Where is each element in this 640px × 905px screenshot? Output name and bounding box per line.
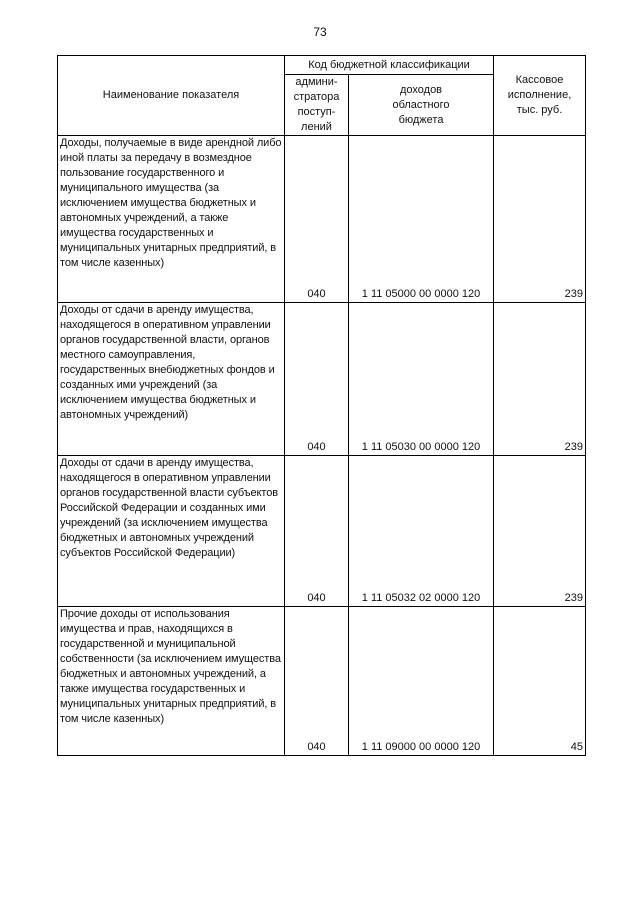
row-admin-code: 040 <box>285 607 349 756</box>
table-row <box>58 136 586 303</box>
row-amount: 239 <box>494 136 586 303</box>
page-number: 73 <box>313 25 327 39</box>
header-row <box>58 56 586 75</box>
row-admin-code: 040 <box>285 456 349 607</box>
row-amount: 45 <box>494 607 586 756</box>
row-name: Доходы от сдачи в аренду имущества, находящегося в оперативном управлении органов государственной власти, органов местного самоуправления, государственных внебюджетных фондов и созданных ими учреждений (за исключением имущества бюджетных и автономных учреждений) <box>58 303 285 456</box>
row-name: Доходы от сдачи в аренду имущества, находящегося в оперативном управлении органов государственной власти субъектов Российской Федерации и созданных ими учреждений (за исключением имущества бюджетных и автономных учреждений субъектов Российской Федерации) <box>58 456 285 607</box>
row-revenue-code: 1 11 05030 00 0000 120 <box>349 303 494 456</box>
row-name: Прочие доходы от использования имущества и прав, находящихся в государственной и муниципальной собственности (за исключением имущества бюджетных и автономных учреждений, а также имущества государственных и муниципальных унитарных предприятий, в том числе казенных) <box>58 607 285 756</box>
row-amount: 239 <box>494 303 586 456</box>
budget-table <box>57 55 586 756</box>
row-amount: 239 <box>494 456 586 607</box>
header-admin: админи- стратора поступ- лений <box>285 75 349 136</box>
row-name: Доходы, получаемые в виде арендной либо иной платы за передачу в возмездное пользование государственного и муниципального имущества (за исключением имущества бюджетных и автономных учреждений, а также имущества государственных и муниципальных унитарных предприятий, в том числе казенных) <box>58 136 285 303</box>
row-revenue-code: 1 11 05000 00 0000 120 <box>349 136 494 303</box>
row-revenue-code: 1 11 09000 00 0000 120 <box>349 607 494 756</box>
row-admin-code: 040 <box>285 136 349 303</box>
table-row <box>58 303 586 456</box>
table-row <box>58 456 586 607</box>
header-code-group: Код бюджетной классификации <box>285 56 494 75</box>
header-name: Наименование показателя <box>58 56 285 136</box>
row-admin-code: 040 <box>285 303 349 456</box>
header-revenue: доходов областного бюджета <box>349 75 494 136</box>
row-revenue-code: 1 11 05032 02 0000 120 <box>349 456 494 607</box>
header-execution: Кассовое исполнение, тыс. руб. <box>494 56 586 136</box>
table-row <box>58 607 586 756</box>
